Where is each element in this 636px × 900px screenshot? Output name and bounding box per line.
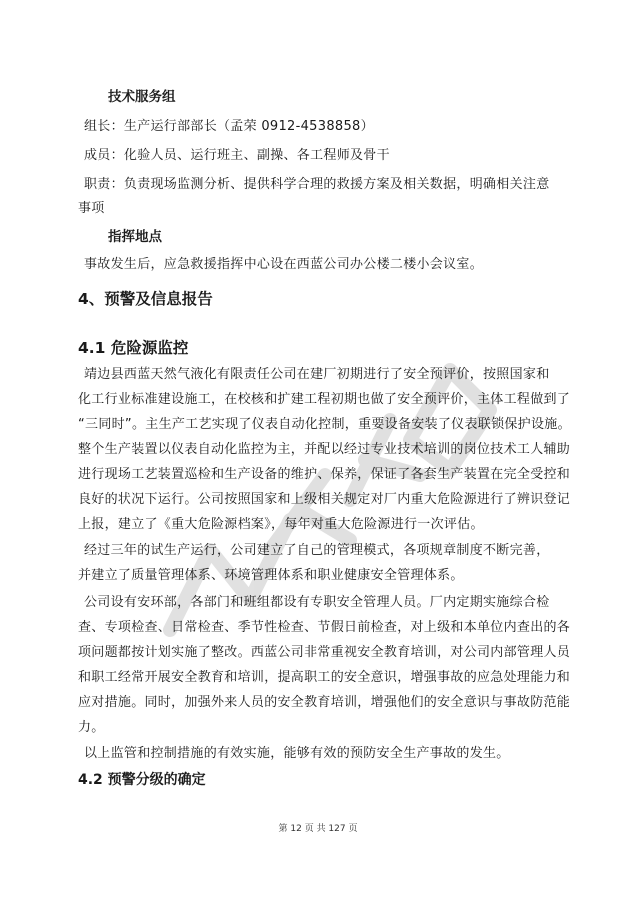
para-4-line: 以上监管和控制措施的有效实施，能够有效的预防安全生产事故的发生。 [84, 746, 510, 761]
para-3-line: 力。 [78, 720, 105, 735]
command-location-heading: 指挥地点 [108, 229, 162, 245]
para-3-line: 项问题都按计划实施了整改。西蓝公司非常重视安全教育培训，对公司内部管理人员 [78, 645, 571, 660]
tech-group-heading: 技术服务组 [108, 89, 176, 105]
para-3-line: 查、专项检查、日常检查、季节性检查、节假日前检查，对上级和本单位内查出的各 [78, 620, 571, 635]
section-4-2-heading: 4.2 预警分级的确定 [78, 772, 206, 788]
command-location-text: 事故发生后，应急救援指挥中心设在西蓝公司办公楼二楼小会议室。 [84, 257, 484, 272]
page-footer: 第 12 页 共 127 页 [278, 824, 358, 834]
tech-group-members: 成员：化验人员、运行班主、副操、各工程师及骨干 [84, 148, 390, 163]
para-1-line: 化工行业标准建设施工，在校核和扩建工程初期也做了安全预评价，主体工程做到了 [78, 392, 571, 407]
para-1-line: 整个生产装置以仪表自动化监控为主，并配以经过专业技术培训的岗位技术工人辅助 [78, 442, 571, 457]
para-1-line: 上报，建立了《重大危险源档案》，每年对重大危险源进行一次评估。 [78, 517, 484, 532]
section-4-heading: 4、预警及信息报告 [78, 290, 213, 308]
para-3-line: 和职工经常开展安全教育和培训，提高职工的安全意识，增强事故的应急处理能力和 [78, 670, 571, 685]
para-1-line: “三同时”。主生产工艺实现了仪表自动化控制，重要设备安装了仪表联锁保护设施。 [78, 417, 571, 432]
tech-group-leader: 组长：生产运行部部长（孟荣 0912-4538858） [84, 119, 374, 134]
para-1-line: 良好的状况下运行。公司按照国家和上级相关规定对厂内重大危险源进行了辨识登记 [78, 492, 571, 507]
para-3-line: 公司设有安环部，各部门和班组都设有专职安全管理人员。厂内定期实施综合检 [84, 595, 550, 610]
para-2-line: 经过三年的试生产运行，公司建立了自己的管理模式，各项规章制度不断完善， [84, 543, 550, 558]
para-3-line: 应对措施。同时，加强外来人员的安全教育培训，增强他们的安全意识与事故防范能 [78, 695, 571, 710]
section-4-1-heading: 4.1 危险源监控 [78, 339, 189, 357]
tech-group-duty-line-1: 职责：负责现场监测分析、提供科学合理的救援方案及相关数据，明确相关注意 [84, 177, 550, 192]
para-1-line: 靖边县西蓝天然气液化有限责任公司在建厂初期进行了安全预评价，按照国家和 [84, 367, 550, 382]
para-2-line: 并建立了质量管理体系、环境管理体系和职业健康安全管理体系。 [78, 568, 464, 583]
tech-group-duty-line-2: 事项 [78, 201, 105, 216]
para-1-line: 进行现场工艺装置巡检和生产设备的维护、保养，保证了各套生产装置在完全受控和 [78, 467, 571, 482]
